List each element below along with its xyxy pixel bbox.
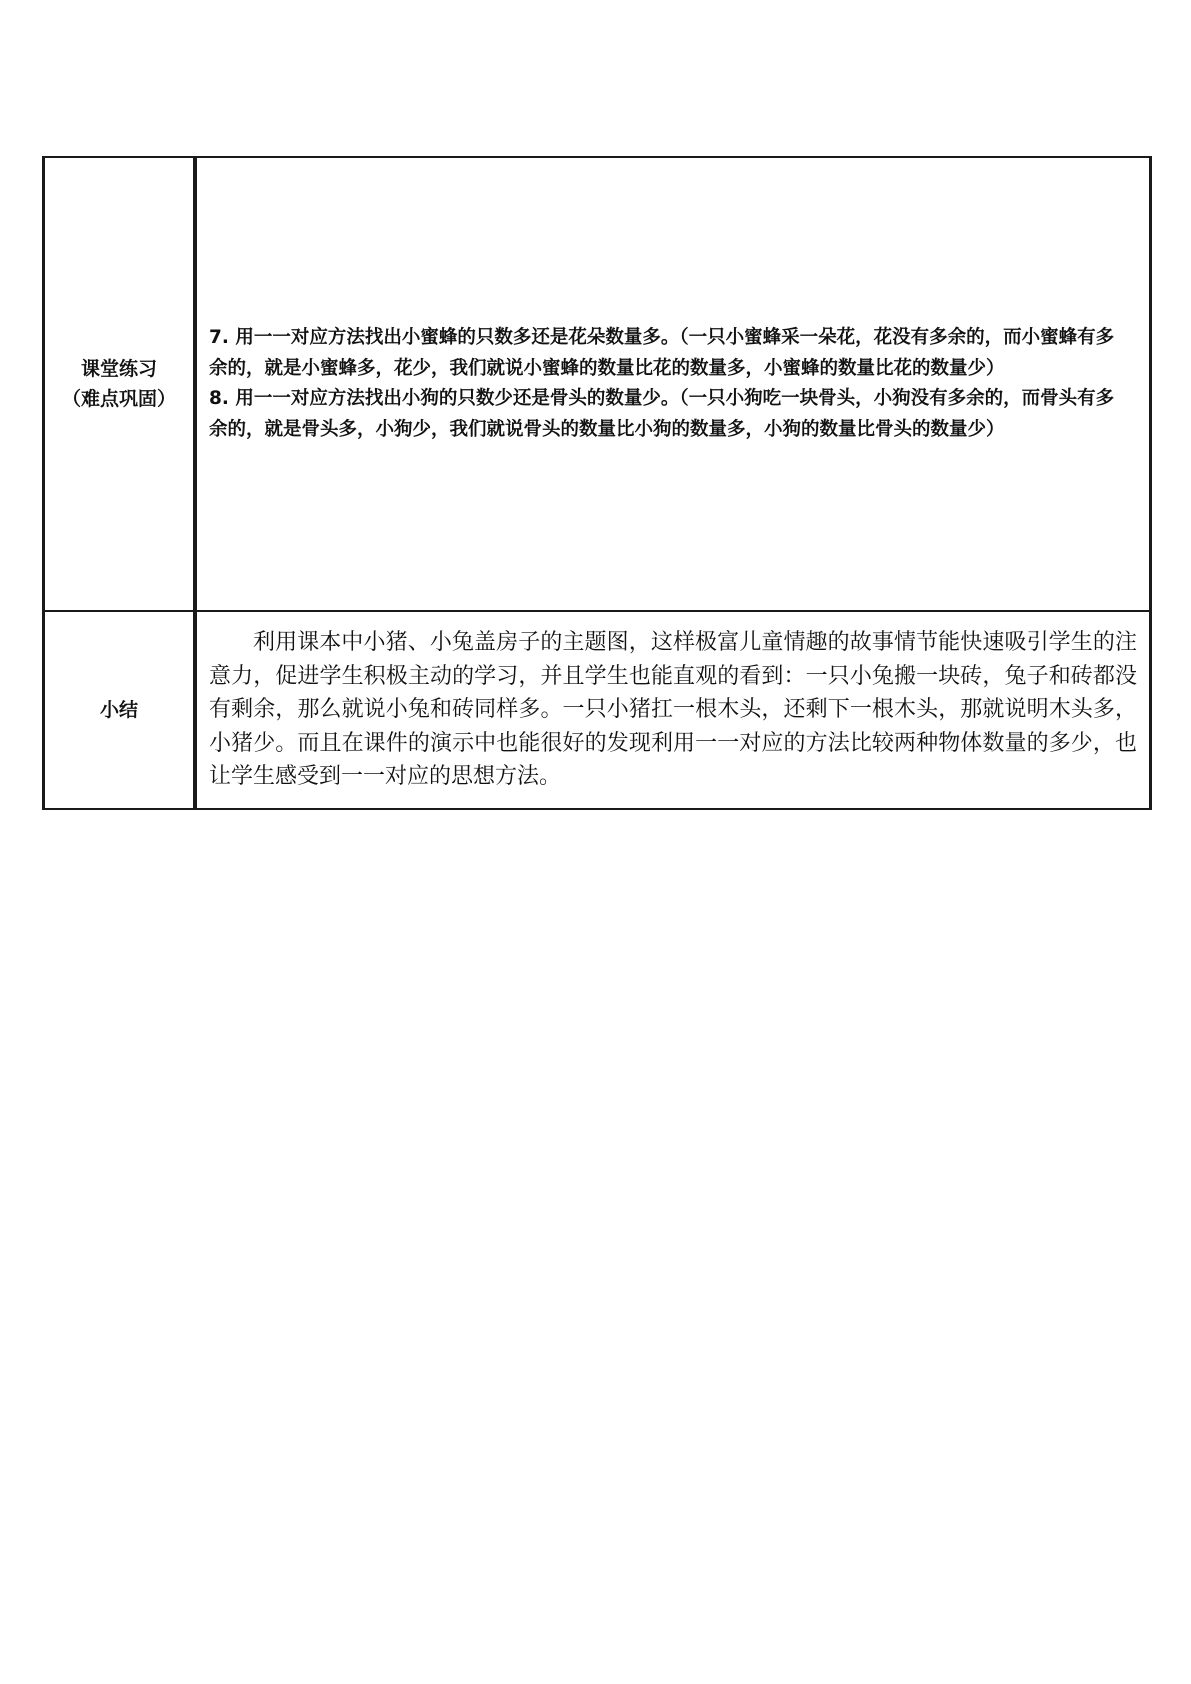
practice-item-8: 8. 用一一对应方法找出小狗的只数少还是骨头的数量少。（一只小狗吃一块骨头，小狗没有多余的，而骨头有多余的，就是骨头多，小狗少，我们就说骨头的数量比小狗的数量多，小狗的数量比骨头的数量少） [209, 388, 1115, 440]
lesson-plan-table [42, 156, 1152, 810]
practice-row [44, 157, 1151, 611]
summary-row [44, 611, 1151, 809]
practice-label-cell [44, 157, 196, 611]
summary-paragraph: 利用课本中小猪、小兔盖房子的主题图，这样极富儿童情趣的故事情节能快速吸引学生的注意力，促进学生积极主动的学习，并且学生也能直观的看到：一只小兔搬一块砖，兔子和砖都没有剩余，那么就说小兔和砖同样多。一只小猪扛一根木头，还剩下一根木头，那就说明木头多，小猪少。而且在课件的演示中也能很好的发现利用一一对应的方法比较两种物体数量的多少，也让学生感受到一一对应的思想方法。 [209, 630, 1137, 790]
practice-items [197, 323, 1149, 445]
practice-label-subtitle: （难点巩固） [61, 388, 176, 410]
summary-label-cell [44, 611, 196, 809]
practice-label-title: 课堂练习 [80, 358, 157, 380]
practice-item-7: 7. 用一一对应方法找出小蜜蜂的只数多还是花朵数量多。（一只小蜜蜂采一朵花，花没有多余的，而小蜜蜂有多余的，就是小蜜蜂多，花少，我们就说小蜜蜂的数量比花的数量多，小蜜蜂的数量比花的数量少） [209, 327, 1115, 379]
practice-content-cell [195, 157, 1151, 611]
summary-content-cell [195, 611, 1151, 809]
summary-text-block [197, 626, 1149, 794]
summary-label: 小结 [99, 699, 138, 721]
